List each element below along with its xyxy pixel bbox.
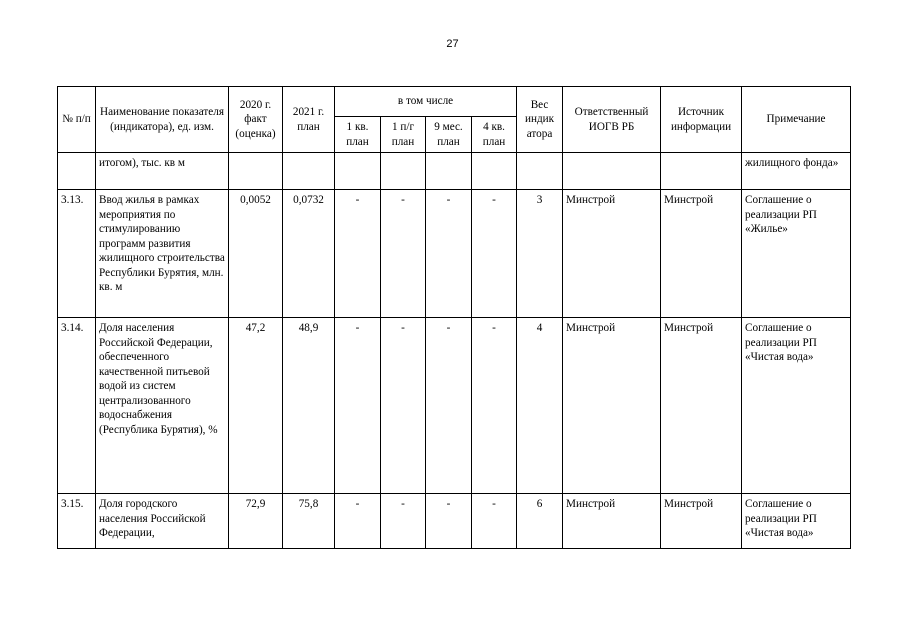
cell-note: жилищного фонда» — [742, 153, 851, 190]
cell-source: Минстрой — [661, 318, 742, 494]
table-row — [58, 494, 851, 549]
header-plan-2021: 2021 г. план — [283, 87, 335, 153]
cell-q1: - — [335, 494, 381, 549]
cell-q4: - — [472, 318, 517, 494]
header-num: № п/п — [58, 87, 96, 153]
header-q4: 4 кв. план — [472, 117, 517, 153]
cell-9m: - — [426, 494, 472, 549]
cell-9m: - — [426, 318, 472, 494]
cell-responsible: Минстрой — [563, 318, 661, 494]
header-name: Наименование показателя (индикатора), ед. изм. — [96, 87, 229, 153]
cell-num: 3.15. — [58, 494, 96, 549]
header-9m: 9 мес. план — [426, 117, 472, 153]
cell-name: Ввод жилья в рамках мероприятия по стимулированию программ развития жилищного строительства Республики Бурятия, млн. кв. м — [96, 190, 229, 318]
cell-h1: - — [381, 190, 426, 318]
cell-q1: - — [335, 190, 381, 318]
table-row — [58, 318, 851, 494]
header-note: Примечание — [742, 87, 851, 153]
cell-fact-2020: 0,0052 — [229, 190, 283, 318]
cell-responsible: Минстрой — [563, 494, 661, 549]
header-source: Источник информации — [661, 87, 742, 153]
header-weight: Вес индик атора — [517, 87, 563, 153]
table-row — [58, 190, 851, 318]
cell-name: итогом), тыс. кв м — [96, 153, 229, 190]
cell-weight: 3 — [517, 190, 563, 318]
indicators-table — [57, 86, 851, 549]
continuation-row — [58, 153, 851, 190]
cell-q4: - — [472, 494, 517, 549]
header-fact-2020: 2020 г. факт (оценка) — [229, 87, 283, 153]
cell-weight: 4 — [517, 318, 563, 494]
header-row — [58, 87, 851, 117]
header-including: в том числе — [335, 87, 517, 117]
cell-note: Соглашение о реализации РП «Жилье» — [742, 190, 851, 318]
cell-responsible: Минстрой — [563, 190, 661, 318]
cell-name: Доля населения Российской Федерации, обеспеченного качественной питьевой водой из систем централизованного водоснабжения (Республика Бурятия), % — [96, 318, 229, 494]
cell-weight: 6 — [517, 494, 563, 549]
cell-plan-2021: 0,0732 — [283, 190, 335, 318]
cell-q1: - — [335, 318, 381, 494]
cell-plan-2021: 75,8 — [283, 494, 335, 549]
cell-h1: - — [381, 494, 426, 549]
header-q1: 1 кв. план — [335, 117, 381, 153]
header-h1: 1 п/г план — [381, 117, 426, 153]
cell-name: Доля городского населения Российской Федерации, — [96, 494, 229, 549]
cell-num: 3.13. — [58, 190, 96, 318]
cell-note: Соглашение о реализации РП «Чистая вода» — [742, 318, 851, 494]
cell-fact-2020: 72,9 — [229, 494, 283, 549]
page-number: 27 — [446, 38, 459, 50]
cell-note: Соглашение о реализации РП «Чистая вода» — [742, 494, 851, 549]
cell-fact-2020: 47,2 — [229, 318, 283, 494]
header-responsible: Ответственный ИОГВ РБ — [563, 87, 661, 153]
cell-plan-2021: 48,9 — [283, 318, 335, 494]
cell-h1: - — [381, 318, 426, 494]
cell-9m: - — [426, 190, 472, 318]
cell-source: Минстрой — [661, 494, 742, 549]
cell-num: 3.14. — [58, 318, 96, 494]
cell-q4: - — [472, 190, 517, 318]
cell-source: Минстрой — [661, 190, 742, 318]
